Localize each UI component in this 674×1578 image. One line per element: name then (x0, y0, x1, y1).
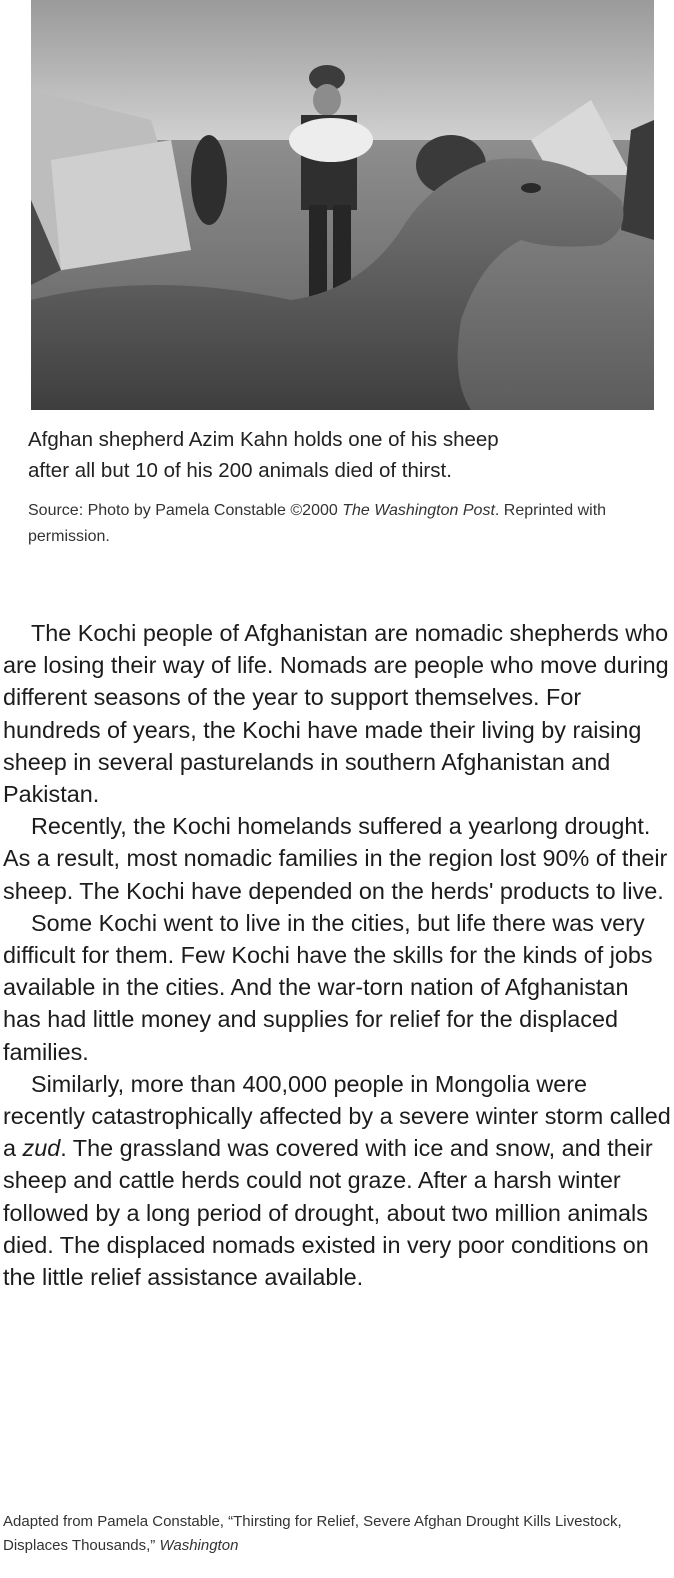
caption-line-1: Afghan shepherd Azim Kahn holds one of his sheep (28, 428, 499, 451)
source-suffix: . Reprinted with permission. (28, 502, 607, 545)
paragraph-4-after: . The grassland was covered with ice and snow, and their sheep and cattle herds could not graze. After a harsh winter followed by a long period of drought, about two million animals died. The displaced nomads existed in very poor conditions on the little relief assistance available. (3, 1135, 653, 1291)
shepherd-photo (31, 0, 654, 410)
article-body (3, 617, 671, 1293)
adaptation-note (3, 1510, 671, 1558)
footer-publication: Washington (159, 1537, 239, 1554)
paragraph-3: Some Kochi went to live in the cities, but life there was very difficult for them. Few Kochi have the skills for the kinds of jobs available in the cities. And the war-torn nation of Afghanistan has had little money and supplies for relief for the displaced families. (3, 909, 653, 1065)
caption-line-2: after all but 10 of his 200 animals died of thirst. (28, 459, 452, 482)
photo-source (28, 498, 658, 550)
paragraph-4-zud: zud (22, 1135, 61, 1162)
source-prefix: Source: Photo by Pamela Constable ©2000 (28, 502, 343, 519)
paragraph-1: The Kochi people of Afghanistan are nomadic shepherds who are losing their way of life. Nomads are people who move during different seasons of the year to support themselves. For hundreds of years, the Kochi have made their living by raising sheep in several pasturelands in southern Afghanistan and Pakistan. (3, 620, 669, 808)
paragraph-4 (3, 1068, 671, 1293)
source-publication: The Washington Post (342, 502, 495, 519)
photo-caption (28, 424, 658, 486)
paragraph-4-before: Similarly, more than 400,000 people in Mongolia were recently catastrophically affected by a severe winter storm called a (3, 1070, 671, 1162)
footer-text: Adapted from Pamela Constable, “Thirsting for Relief, Severe Afghan Drought Kills Livestock, Displaces Thousands,” (3, 1513, 622, 1554)
paragraph-2: Recently, the Kochi homelands suffered a yearlong drought. As a result, most nomadic families in the region lost 90% of their sheep. The Kochi have depended on the herds' products to live. (3, 813, 668, 904)
photo-shepherd-camel-icon (31, 0, 654, 410)
